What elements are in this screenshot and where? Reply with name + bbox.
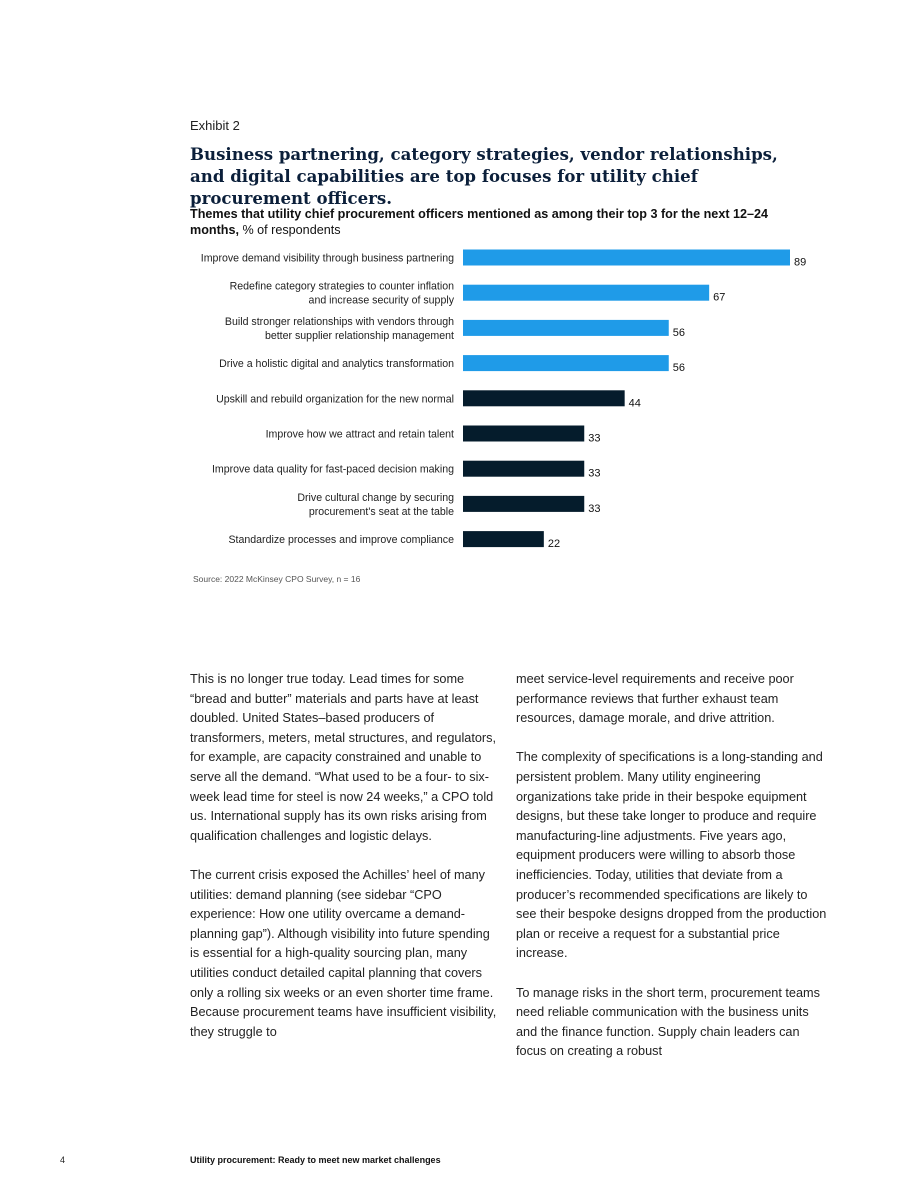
body-paragraph: To manage risks in the short term, procurement teams need reliable communication with the business units and the finance function. Supply chain leaders can focus on creating a robust	[516, 985, 820, 1059]
bar	[463, 531, 544, 547]
bar-value-label: 33	[588, 502, 601, 515]
category-label: procurement's seat at the table	[308, 505, 454, 518]
chart-subtitle-unit: % of respondents	[238, 223, 341, 237]
body-paragraph: The complexity of specifications is a long-standing and persistent problem. Many utility engineering organizations take pride in their bespoke equipment designs, but these take longer to produce and require manufacturing-line adjustments. Five years ago, equipment producers were willing to absorb those inefficiencies. Today, utilities that deviate from a producer’s recommended specifications are likely to see their bespoke designs dropped from the production plan or receive a request for a substantial price increase.	[516, 750, 827, 961]
category-label: Improve demand visibility through business partnering	[200, 252, 454, 265]
chart-subtitle-bold: Themes that utility chief procurement officers mentioned as among their top 3 for the next 12–24 months,	[190, 207, 769, 237]
body-paragraph: The current crisis exposed the Achilles’ heel of many utilities: demand planning (see sidebar “CPO experience: How one utility overcame a demand-planning gap”). Although visibility into future spending is essential for a high-quality sourcing plan, many utilities conduct detailed capital planning that covers only a rolling six weeks or an even shorter time frame. Because procurement teams have insufficient visibility, they struggle to	[190, 867, 497, 1039]
category-label: Redefine category strategies to counter inflation	[229, 280, 454, 293]
footer-title: Utility procurement: Ready to meet new market challenges	[190, 1155, 441, 1165]
bar	[463, 320, 669, 336]
body-column-left	[190, 670, 502, 1062]
bar-value-label: 33	[588, 467, 601, 480]
bar	[463, 461, 584, 477]
category-label: Drive cultural change by securing	[297, 491, 454, 504]
category-label: and increase security of supply	[308, 294, 454, 307]
bar	[463, 426, 584, 442]
category-label: Improve data quality for fast-paced decision making	[211, 463, 454, 476]
bar	[463, 390, 625, 406]
category-label: Drive a holistic digital and analytics transformation	[219, 358, 454, 371]
bar-value-label: 56	[672, 326, 686, 339]
bar	[463, 285, 709, 301]
bar-value-label: 89	[794, 256, 807, 269]
bar-value-label: 67	[713, 291, 726, 304]
body-paragraph: This is no longer true today. Lead times for some “bread and butter” materials and parts have at least doubled. United States–based producers of transformers, meters, metal structures, and regulators, for example, are capacity constrained and unable to serve all the demand. “What used to be a four- to six-week lead time for steel is now 24 weeks,” a CPO told us. International supply has its own risks arising from qualification challenges and logistic delays.	[190, 672, 497, 843]
bar-chart	[0, 240, 920, 560]
page-number: 4	[60, 1155, 66, 1165]
chart-subtitle	[190, 206, 810, 238]
exhibit-title: Business partnering, category strategies, vendor relationships, and digital capabilities are top focuses for utility chief procurement officers.	[190, 144, 778, 208]
category-label: better supplier relationship management	[264, 329, 454, 342]
category-label: Build stronger relationships with vendors through	[224, 315, 454, 328]
category-label: Standardize processes and improve compliance	[228, 534, 454, 547]
bar-value-label: 44	[628, 397, 641, 410]
category-label: Improve how we attract and retain talent	[265, 428, 454, 441]
bar	[463, 250, 790, 266]
exhibit-label: Exhibit 2	[190, 118, 240, 133]
bar-value-label: 22	[547, 538, 561, 551]
body-paragraph: meet service-level requirements and receive poor performance reviews that further exhaust team resources, damage morale, and drive attrition.	[516, 672, 794, 726]
bar-value-label: 56	[672, 362, 686, 375]
bar	[463, 355, 669, 371]
body-column-right	[516, 670, 828, 1081]
bar	[463, 496, 584, 512]
bar-value-label: 33	[588, 432, 601, 445]
source-note: Source: 2022 McKinsey CPO Survey, n = 16	[193, 574, 361, 584]
category-label: Upskill and rebuild organization for the new normal	[216, 393, 454, 406]
